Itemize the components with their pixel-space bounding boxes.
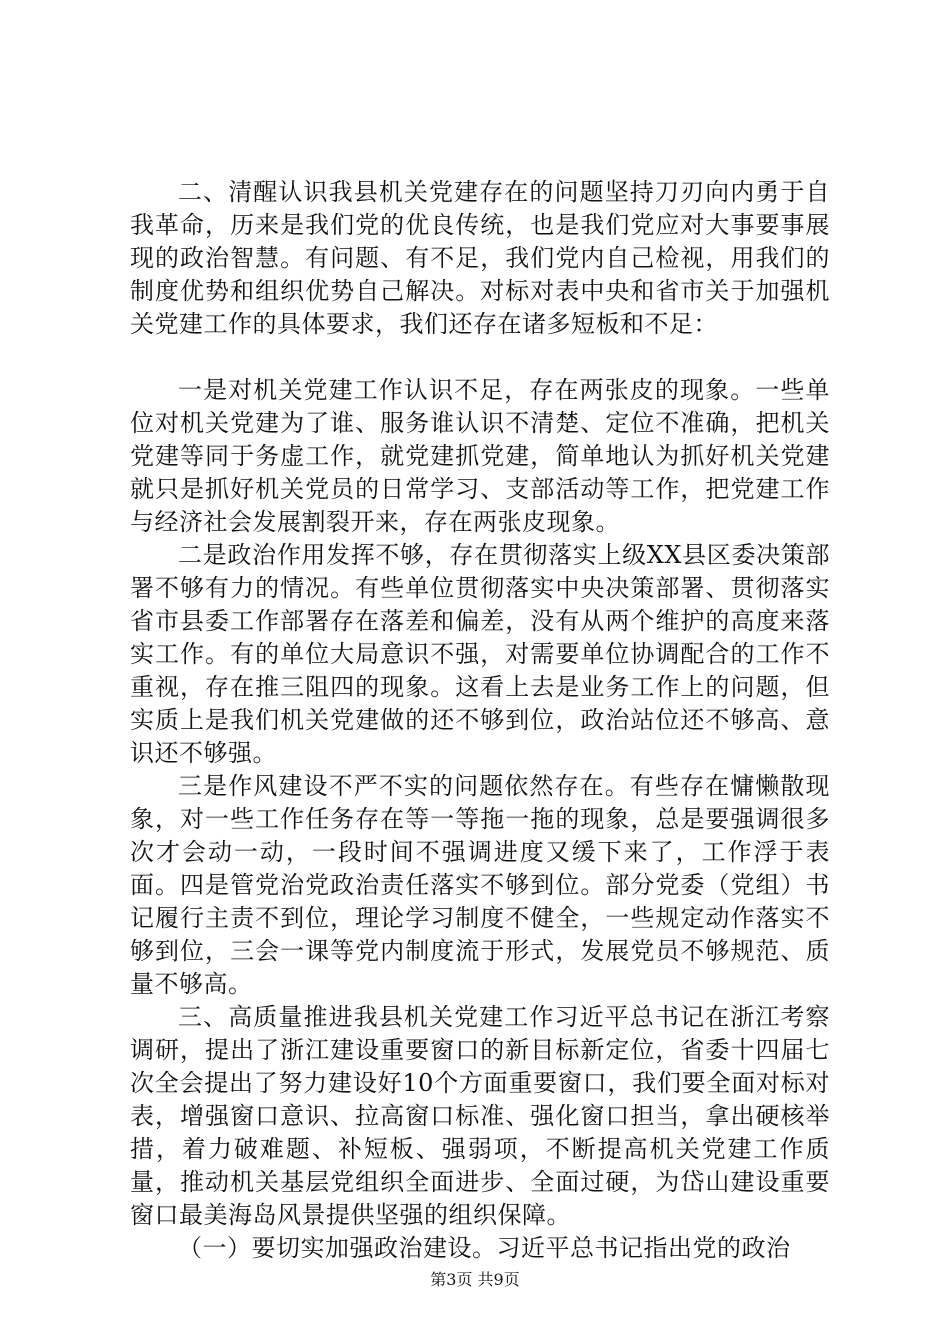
paragraph-problems-intro: 二、清醒认识我县机关党建存在的问题坚持刀刃向内勇于自我革命，历来是我们党的优良传统，也是我们党应对大事要事展现的政治智慧。有问题、有不足，我们党内自己检视，用我们的制度优势和组织优势自己解决。对标对表中央和省市关于加强机关党建工作的具体要求，我们还存在诸多短板和不足： <box>130 178 830 338</box>
paragraph-point-three-four: 三是作风建设不严不实的问题依然存在。有些存在慵懒散现象，对一些工作任务存在等一等拖一拖的现象，总是要强调很多次才会动一动，一段时间不强调进度又缓下来了，工作浮于表面。四是管党治党政治责任落实不够到位。部分党委（党组）书记履行主责不到位，理论学习制度不健全，一些规定动作落实不够到位，三会一课等党内制度流于形式，发展党员不够规范、质量不够高。 <box>130 772 830 998</box>
paragraph-point-one: 一是对机关党建工作认识不足，存在两张皮的现象。一些单位对机关党建为了谁、服务谁认识不清楚、定位不准确，把机关党建等同于务虚工作，就党建抓党建，简单地认为抓好机关党建就只是抓好机关党员的日常学习、支部活动等工作，把党建工作与经济社会发展割裂开来，存在两张皮现象。 <box>130 376 830 536</box>
paragraph-spacer <box>130 341 830 374</box>
document-body <box>130 176 830 1265</box>
paragraph-point-two: 二是政治作用发挥不够，存在贯彻落实上级XX县区委决策部署不够有力的情况。有些单位贯彻落实中央决策部署、贯彻落实省市县委工作部署存在落差和偏差，没有从两个维护的高度来落实工作。有的单位大局意识不强，对需要单位协调配合的工作不重视，存在推三阻四的现象。这看上去是业务工作上的问题，但实质上是我们机关党建做的还不够到位，政治站位还不够高、意识还不够强。 <box>130 541 830 767</box>
page-number: 第3页 <box>430 1270 473 1289</box>
paragraph-section-three: 三、高质量推进我县机关党建工作习近平总书记在浙江考察调研，提出了浙江建设重要窗口的新目标新定位，省委十四届七次全会提出了努力建设好10个方面重要窗口，我们要全面对标对表，增强窗口意识、拉高窗口标准、强化窗口担当，拿出硬核举措，着力破难题、补短板、强弱项，不断提高机关党建工作质量，推动机关基层党组织全面进步、全面过硬，为岱山建设重要窗口最美海岛风景提供坚强的组织保障。 <box>130 1003 830 1229</box>
page-footer <box>0 1270 950 1290</box>
paragraph-subsection-one: （一）要切实加强政治建设。习近平总书记指出党的政治 <box>178 1234 791 1262</box>
page-total: 共9页 <box>477 1270 520 1289</box>
